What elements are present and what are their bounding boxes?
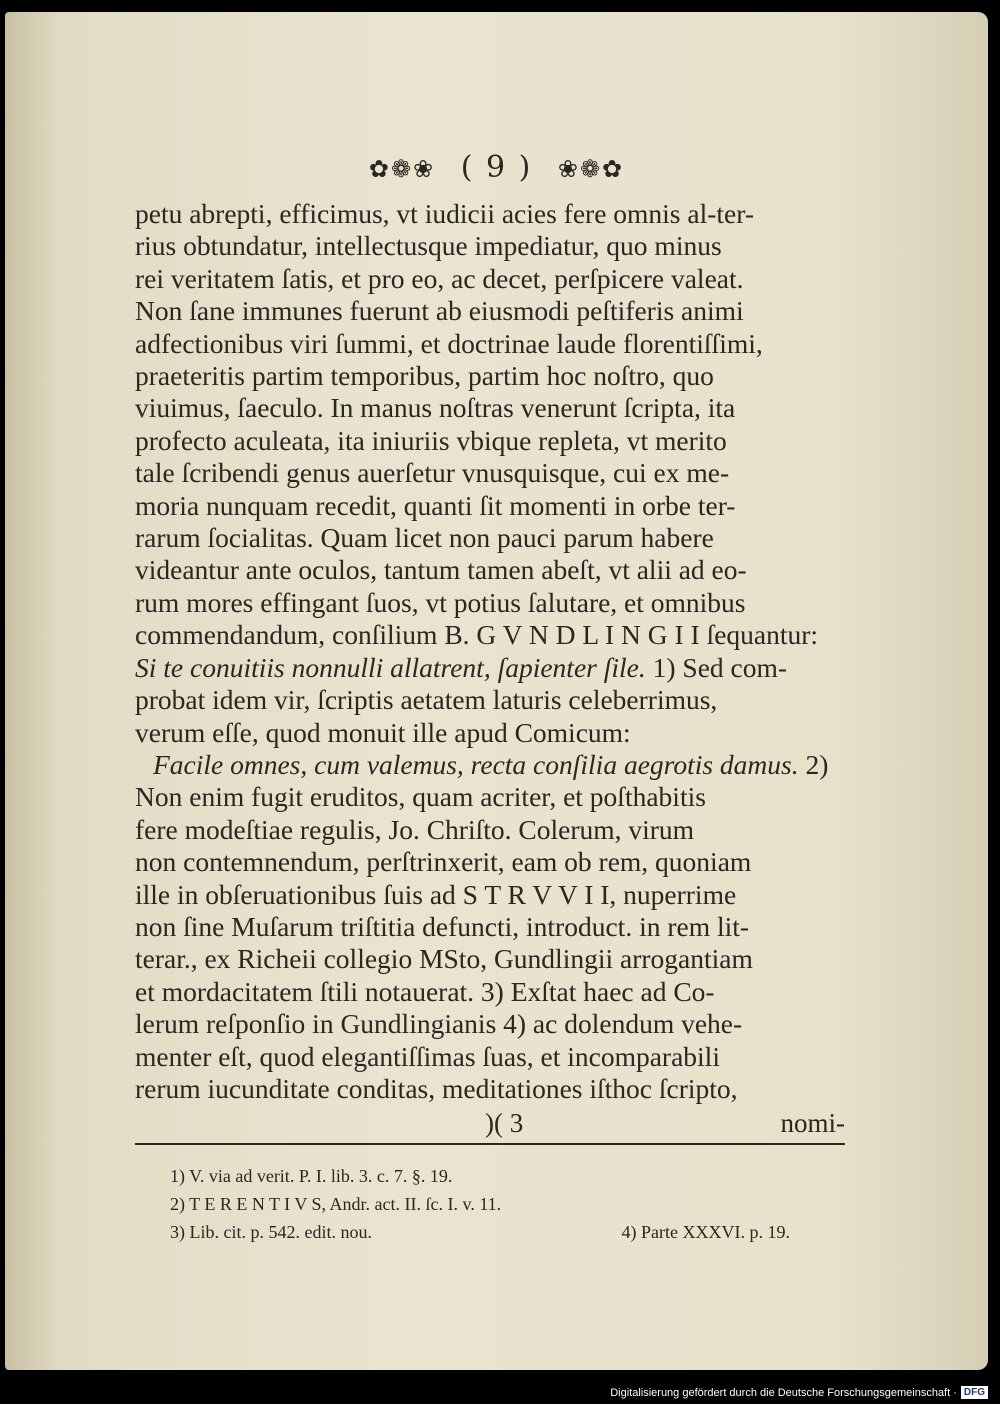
text-line: Non enim fugit eruditos, quam acriter, et poſthabitis — [135, 781, 706, 813]
footnote-rule — [135, 1143, 845, 1145]
text-line: commendandum, conſilium B. G V N D L I N G I I ſequantur: — [135, 619, 819, 651]
footnote-text: 4) Parte XXXVI. p. 19. — [621, 1222, 790, 1242]
text-line: profecto aculeata, ita iniuriis vbique repleta, vt merito — [135, 424, 727, 456]
text-line: rerum iucunditate conditas, meditationes iſthoc ſcripto, — [135, 1072, 738, 1104]
footnotes — [170, 1162, 790, 1246]
text-line: non ſine Muſarum triſtitia defuncti, introduct. in rem lit- — [135, 910, 750, 942]
signature-mark: )( 3 — [485, 1108, 524, 1138]
quote-text: Si te conuitiis nonnulli allatrent, ſapienter ſile. — [135, 651, 646, 683]
book-page — [5, 12, 988, 1370]
quote-line — [135, 652, 855, 684]
footnote — [170, 1190, 790, 1218]
text-line: viuimus, ſaeculo. In manus noſtras venerunt ſcripta, ita — [135, 392, 736, 424]
text-line: terar., ex Richeii collegio MSto, Gundlingii arrogantiam — [135, 943, 753, 975]
ornament-left-icon: ✿❁❀ — [368, 155, 436, 183]
text-line: tale ſcribendi genus auerſetur vnusquisque, cui ex me- — [135, 457, 730, 489]
text-line: Non ſane immunes fuerunt ab eiusmodi peſtiferis animi — [135, 295, 744, 327]
credit-text: Digitalisierung gefördert durch die Deutsche Forschungsgemeinschaft · — [610, 1386, 957, 1399]
text-line: rarum ſocialitas. Quam licet non pauci parum habere — [135, 522, 714, 554]
text-line: praeteritis partim temporibus, partim hoc noſtro, quo — [135, 360, 714, 392]
text-line: petu abrepti, efficimus, vt iudicii acies fere omnis al-ter- — [135, 198, 754, 229]
footnote — [170, 1162, 790, 1190]
page-number: ( 9 ) — [460, 150, 533, 185]
catchword: nomi- — [780, 1108, 845, 1138]
dfg-logo-icon: DFG — [961, 1386, 988, 1399]
footnote — [170, 1218, 790, 1246]
text-line: rei veritatem ſatis, et pro eo, ac decet, perſpicere valeat. — [135, 262, 744, 294]
quote-tail: 2) — [805, 748, 829, 780]
page-header — [5, 150, 988, 185]
text-line: fere modeſtiae regulis, Jo. Chriſto. Colerum, virum — [135, 813, 695, 845]
text-line: verum eſſe, quod monuit ille apud Comicum: — [135, 716, 631, 748]
text-line: rum mores effingant ſuos, vt potius ſalutare, et omnibus — [135, 586, 746, 618]
footnote-text: 3) Lib. cit. p. 542. edit. nou. — [170, 1222, 372, 1242]
quote-line — [135, 749, 855, 781]
text-line: moria nunquam recedit, quanti ſit momenti in orbe ter- — [135, 489, 736, 521]
quote-text: Facile omnes, cum valemus, recta conſilia aegrotis damus. — [153, 748, 799, 780]
footnote-text: 2) T E R E N T I V S, Andr. act. II. ſc. I. v. 11. — [170, 1194, 502, 1214]
quote-tail: 1) Sed com- — [652, 651, 788, 683]
text-line: rius obtundatur, intellectusque impediatur, quo minus — [135, 230, 722, 262]
text-line: et mordacitatem ſtili notauerat. 3) Exſtat haec ad Co- — [135, 975, 715, 1007]
digitization-credit — [610, 1386, 988, 1399]
text-line: menter eſt, quod elegantiſſimas ſuas, et incomparabili — [135, 1040, 720, 1072]
text-line: non contemnendum, perſtrinxerit, eam ob rem, quoniam — [135, 846, 752, 878]
main-text — [135, 198, 855, 1105]
text-line: adfectionibus viri ſummi, et doctrinae laude florentiſſimi, — [135, 327, 763, 359]
text-line: lerum reſponſio in Gundlingianis 4) ac dolendum vehe- — [135, 1008, 743, 1040]
footnote-text: 1) V. via ad verit. P. I. lib. 3. c. 7. §. 19. — [170, 1166, 453, 1186]
text-line: videantur ante oculos, tantum tamen abeſt, vt alii ad eo- — [135, 554, 747, 586]
text-line: probat idem vir, ſcriptis aetatem laturis celeberrimus, — [135, 684, 718, 716]
ornament-right-icon: ❀❁✿ — [557, 155, 625, 183]
text-line: ille in obſeruationibus ſuis ad S T R V V I I, nuperrime — [135, 878, 737, 910]
